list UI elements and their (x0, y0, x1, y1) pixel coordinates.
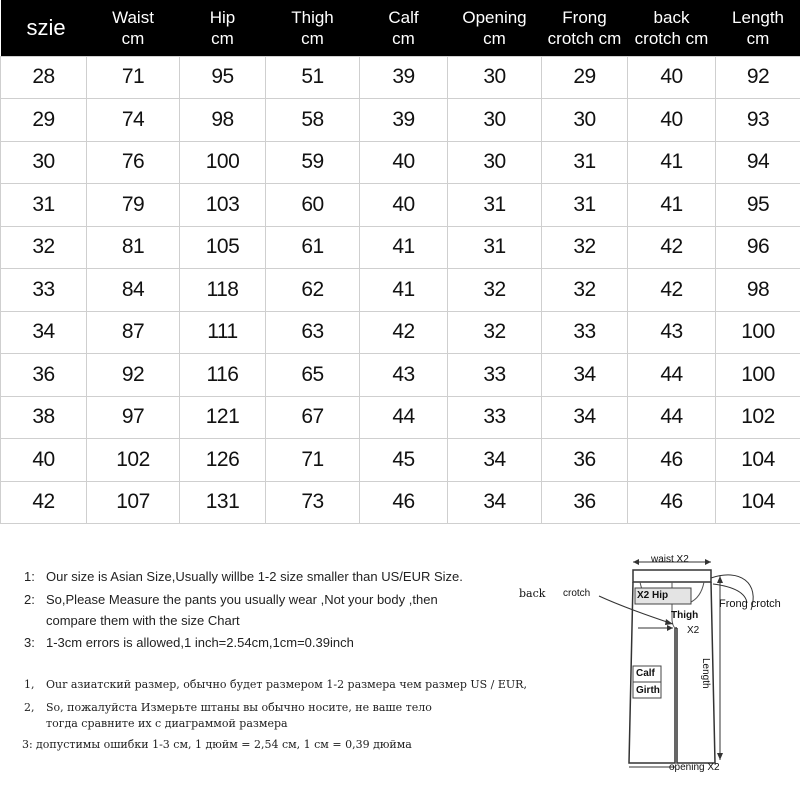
table-cell: 42 (628, 226, 716, 269)
table-cell: 41 (628, 141, 716, 184)
header-hip: Hip cm (180, 0, 266, 56)
table-cell: 92 (716, 56, 800, 99)
note-ru-2: 2, So, пожалуйста Измерьте штаны вы обычно носите, не ваше тело (24, 701, 432, 714)
table-row (1, 56, 800, 99)
table-cell: 51 (266, 56, 360, 99)
header-front-crotch: Frong crotch cm (542, 0, 628, 56)
table-cell: 98 (180, 99, 266, 142)
table-cell: 32 (448, 311, 542, 354)
table-cell: 46 (360, 481, 448, 524)
note-en-2: 2: So,Please Measure the pants you usually wear ,Not your body ,then (24, 592, 438, 607)
table-cell: 102 (87, 439, 180, 482)
table-cell: 36 (542, 439, 628, 482)
table-cell: 98 (716, 269, 800, 312)
table-cell: 32 (542, 226, 628, 269)
note-ru-1: 1, Our азиатский размер, обычно будет размером 1-2 размера чем размер US / EUR, (24, 678, 527, 691)
diagram-front-crotch-label: Frong crotch (719, 598, 781, 610)
header-opening: Opening cm (448, 0, 542, 56)
table-cell: 41 (360, 269, 448, 312)
table-cell: 43 (628, 311, 716, 354)
table-cell: 43 (360, 354, 448, 397)
table-cell: 31 (448, 184, 542, 227)
table-cell: 104 (716, 481, 800, 524)
table-cell: 100 (716, 354, 800, 397)
table-cell: 58 (266, 99, 360, 142)
table-cell: 39 (360, 99, 448, 142)
table-cell: 61 (266, 226, 360, 269)
table-cell: 100 (180, 141, 266, 184)
table-cell: 32 (448, 269, 542, 312)
table-cell: 84 (87, 269, 180, 312)
table-cell: 118 (180, 269, 266, 312)
table-cell: 30 (448, 141, 542, 184)
table-row (1, 99, 800, 142)
table-cell: 31 (542, 184, 628, 227)
note-en-2b: compare them with the size Chart (46, 613, 240, 628)
table-cell: 71 (87, 56, 180, 99)
table-row (1, 311, 800, 354)
table-cell: 102 (716, 396, 800, 439)
table-cell: 40 (628, 56, 716, 99)
diagram-waist-label: waist X2 (651, 554, 689, 565)
table-cell: 44 (628, 354, 716, 397)
table-cell: 34 (542, 396, 628, 439)
table-cell: 74 (87, 99, 180, 142)
table-cell: 107 (87, 481, 180, 524)
diagram-opening-label: opening X2 (669, 762, 720, 773)
table-cell: 67 (266, 396, 360, 439)
table-cell: 126 (180, 439, 266, 482)
note-en-3: 3: 1-3cm errors is allowed,1 inch=2.54cm,1cm=0.39inch (24, 635, 354, 650)
diagram-girth-label: Girth (636, 685, 660, 696)
table-cell: 92 (87, 354, 180, 397)
table-body (1, 56, 800, 524)
table-cell: 79 (87, 184, 180, 227)
note-en-1: 1: Our size is Asian Size,Usually willbe 1-2 size smaller than US/EUR Size. (24, 569, 463, 584)
table-cell: 41 (628, 184, 716, 227)
table-cell: 29 (1, 99, 87, 142)
table-cell: 33 (542, 311, 628, 354)
table-cell: 105 (180, 226, 266, 269)
table-cell: 121 (180, 396, 266, 439)
diagram-back-label: back (519, 587, 546, 600)
table-row (1, 439, 800, 482)
diagram-back-crotch-label: crotch (563, 588, 591, 599)
table-row (1, 481, 800, 524)
table-cell: 97 (87, 396, 180, 439)
table-cell: 34 (448, 481, 542, 524)
table-cell: 63 (266, 311, 360, 354)
table-header-row (1, 0, 800, 56)
table-cell: 36 (542, 481, 628, 524)
table-row (1, 354, 800, 397)
table-cell: 33 (448, 396, 542, 439)
table-cell: 42 (1, 481, 87, 524)
table-cell: 73 (266, 481, 360, 524)
table-cell: 96 (716, 226, 800, 269)
diagram-length-label: Length (700, 658, 711, 689)
diagram-calf-label: Calf (636, 668, 655, 679)
table-cell: 94 (716, 141, 800, 184)
table-cell: 71 (266, 439, 360, 482)
pants-outline-icon (515, 548, 800, 800)
table-cell: 29 (542, 56, 628, 99)
table-cell: 28 (1, 56, 87, 99)
table-cell: 30 (448, 99, 542, 142)
header-length: Length cm (716, 0, 800, 56)
table-cell: 34 (448, 439, 542, 482)
table-cell: 30 (448, 56, 542, 99)
table-cell: 87 (87, 311, 180, 354)
table-cell: 81 (87, 226, 180, 269)
table-cell: 41 (360, 226, 448, 269)
table-cell: 40 (360, 184, 448, 227)
header-thigh: Thigh cm (266, 0, 360, 56)
table-cell: 40 (628, 99, 716, 142)
table-cell: 76 (87, 141, 180, 184)
table-cell: 40 (1, 439, 87, 482)
table-cell: 103 (180, 184, 266, 227)
table-cell: 31 (542, 141, 628, 184)
table-cell: 65 (266, 354, 360, 397)
table-cell: 42 (360, 311, 448, 354)
table-cell: 31 (448, 226, 542, 269)
table-cell: 33 (448, 354, 542, 397)
table-cell: 95 (716, 184, 800, 227)
table-cell: 46 (628, 481, 716, 524)
table-row (1, 396, 800, 439)
table-cell: 38 (1, 396, 87, 439)
table-cell: 104 (716, 439, 800, 482)
table-cell: 111 (180, 311, 266, 354)
table-cell: 42 (628, 269, 716, 312)
table-cell: 39 (360, 56, 448, 99)
table-row (1, 226, 800, 269)
table-row (1, 184, 800, 227)
table-cell: 46 (628, 439, 716, 482)
header-waist: Waist cm (87, 0, 180, 56)
table-cell: 45 (360, 439, 448, 482)
table-cell: 60 (266, 184, 360, 227)
table-cell: 30 (542, 99, 628, 142)
table-cell: 34 (1, 311, 87, 354)
table-row (1, 269, 800, 312)
diagram-hip-label: X2 Hip (637, 590, 669, 601)
header-calf: Calf cm (360, 0, 448, 56)
table-cell: 32 (1, 226, 87, 269)
table-cell: 131 (180, 481, 266, 524)
table-cell: 33 (1, 269, 87, 312)
table-cell: 100 (716, 311, 800, 354)
table-cell: 59 (266, 141, 360, 184)
table-cell: 62 (266, 269, 360, 312)
table-cell: 34 (542, 354, 628, 397)
table-cell: 93 (716, 99, 800, 142)
table-cell: 44 (360, 396, 448, 439)
table-cell: 31 (1, 184, 87, 227)
table-cell: 116 (180, 354, 266, 397)
note-ru-2b: тогда сравните их с диаграммой размера (46, 717, 288, 730)
diagram-thigh-x2-label: X2 (687, 625, 700, 636)
table-cell: 44 (628, 396, 716, 439)
table-cell: 40 (360, 141, 448, 184)
header-size: szie (1, 0, 87, 56)
diagram-thigh-label: Thigh (671, 610, 699, 621)
table-cell: 36 (1, 354, 87, 397)
pants-measurement-diagram (515, 548, 800, 800)
header-back-crotch: back crotch cm (628, 0, 716, 56)
table-cell: 95 (180, 56, 266, 99)
note-ru-3: 3: допустимы ошибки 1-3 см, 1 дюйм = 2,54 см, 1 см = 0,39 дюйма (22, 738, 412, 751)
table-row (1, 141, 800, 184)
table-cell: 32 (542, 269, 628, 312)
table-cell: 30 (1, 141, 87, 184)
